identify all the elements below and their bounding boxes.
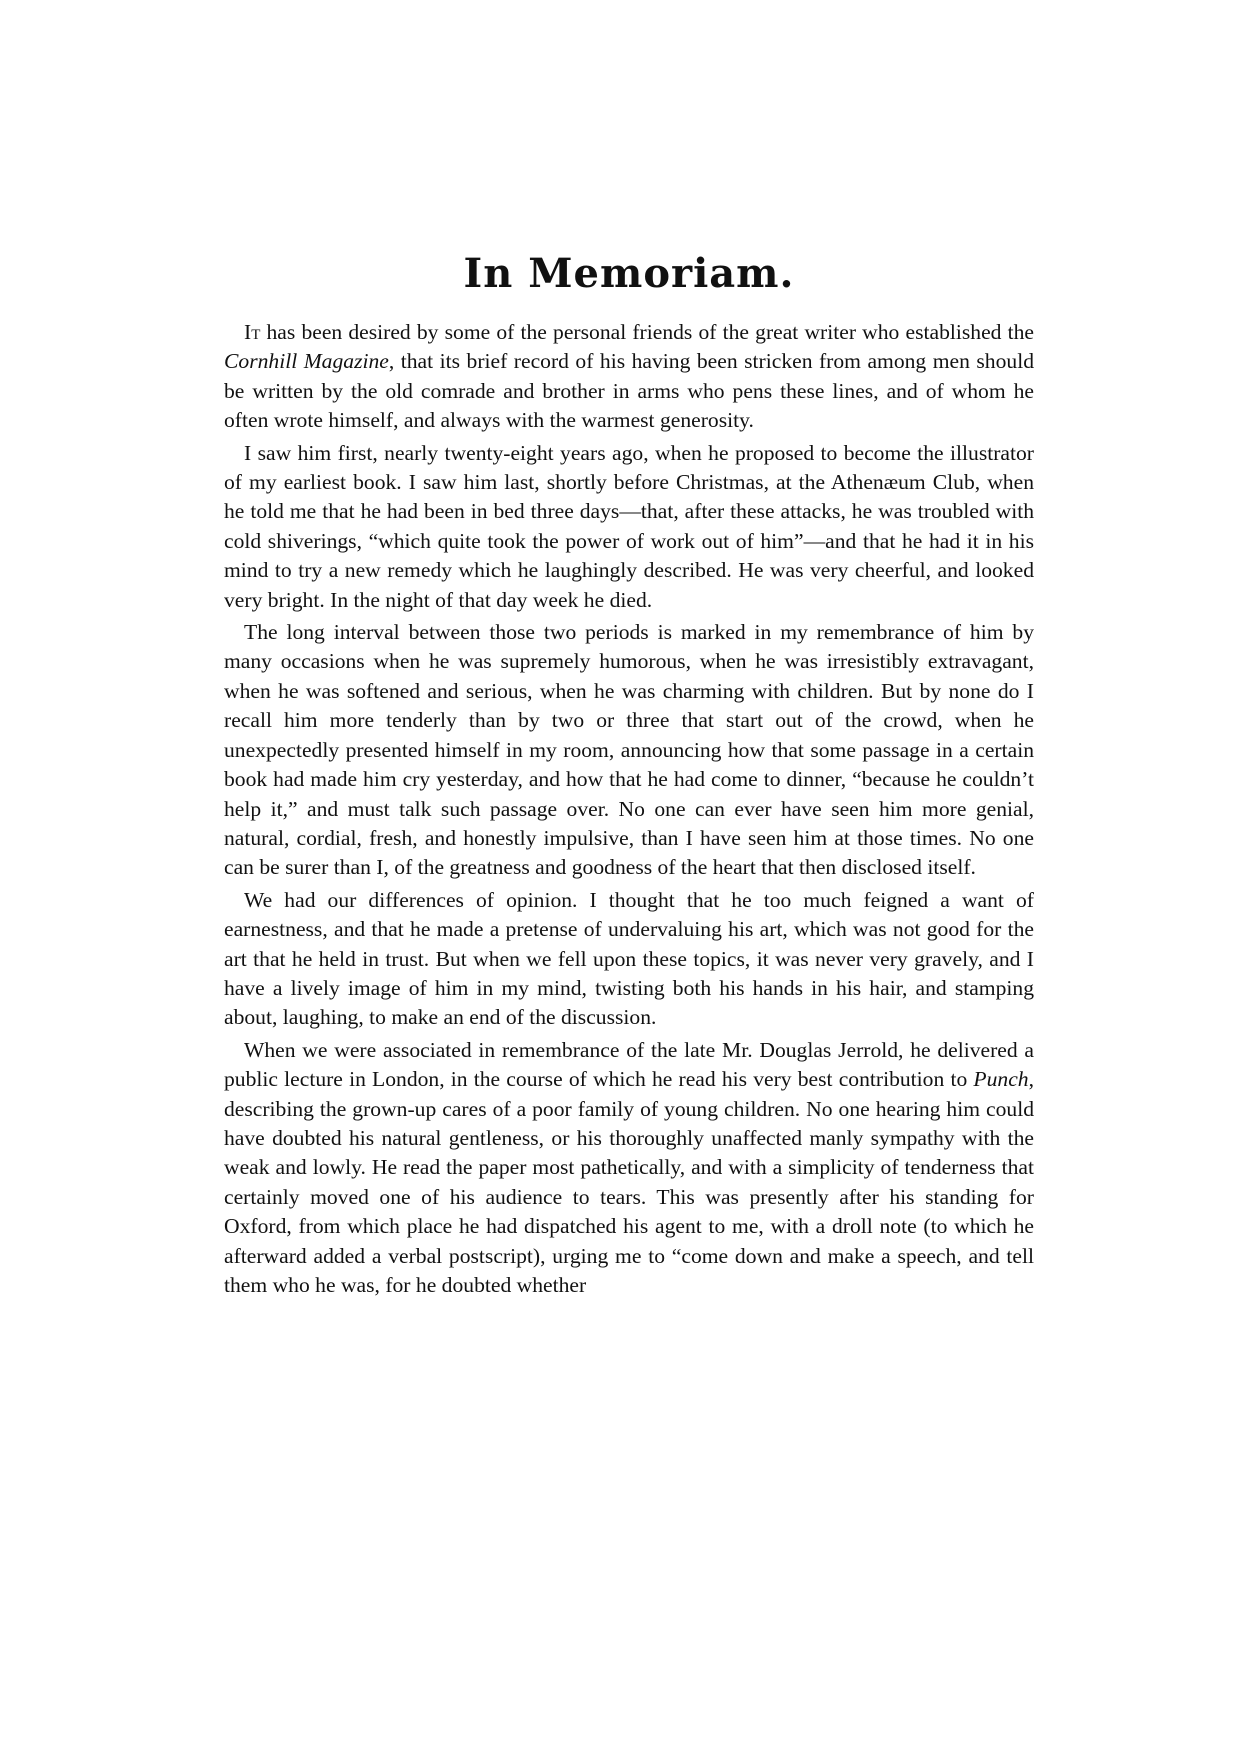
- page-title: In Memoriam.: [463, 250, 795, 297]
- paragraph-5: [224, 1036, 1034, 1301]
- paragraph-1: [224, 318, 1034, 436]
- page: [224, 248, 1034, 1303]
- paragraph-4: [224, 886, 1034, 1033]
- paragraph-text: We had our differences of opinion. I thought that he too much feigned a want of earnestness, and that he made a pretense of undervaluing his art, which was not good for the art that he held in trust. But when we fell upon these topics, it was never very gravely, and I have a lively image of him in my mind, twisting both his hands in his hair, and stamping about, laughing, to make an end of the discussion.: [224, 887, 1034, 1030]
- paragraph-text: , describing the grown-up cares of a poor family of young children. No one hearing him could have doubted his natural gentleness, or his thoroughly unaffected manly sympathy with the weak and lowly. He read the paper most pathetically, and with a simplicity of tenderness that certainly moved one of his audience to tears. This was presently after his standing for Oxford, from which place he had dispatched his agent to me, with a droll note (to which he afterward added a verbal postscript), urging me to “come down and make a speech, and tell them who he was, for he doubted whether: [224, 1067, 1034, 1297]
- paragraph-text: The long interval between those two periods is marked in my remembrance of him by many occasions when he was supremely humorous, when he was irresistibly extravagant, when he was softened and serious, when he was charming with children. But by none do I recall him more tenderly than by two or three that start out of the crowd, when he unexpectedly presented himself in my room, announcing how that some passage in a certain book had made him cry yesterday, and how that he had come to dinner, “because he couldn’t help it,” and must talk such passage over. No one can ever have seen him more genial, natural, cordial, fresh, and honestly impulsive, than I have seen him at those times. No one can be surer than I, of the greatness and goodness of the heart that then disclosed itself.: [224, 620, 1034, 880]
- paragraph-text: , that its brief record of his having been stricken from among men should be written by the old comrade and brother in arms who pens these lines, and of whom he often wrote himself, and always with the warmest generosity.: [224, 349, 1034, 433]
- magazine-title: Cornhill Magazine: [224, 349, 389, 374]
- paragraph-2: [224, 439, 1034, 615]
- paragraph-text: When we were associated in remembrance of the late Mr. Douglas Jerrold, he delivered a public lecture in London, in the course of which he read his very best contribution to: [224, 1037, 1034, 1092]
- publication-title: Punch: [973, 1067, 1029, 1092]
- paragraph-3: [224, 618, 1034, 883]
- paragraph-text: has been desired by some of the personal friends of the great writer who established the: [260, 320, 1034, 344]
- paragraph-text: I saw him first, nearly twenty-eight years ago, when he proposed to become the illustrator of my earliest book. I saw him last, shortly before Christmas, at the Athenæum Club, when he told me that he had been in bed three days—that, after these attacks, he was troubled with cold shiverings, “which quite took the power of work out of him”—and that he had it in his mind to try a new remedy which he laughingly described. He was very cheerful, and looked very bright. In the night of that day week he died.: [224, 440, 1034, 612]
- lead-word: It: [244, 320, 261, 344]
